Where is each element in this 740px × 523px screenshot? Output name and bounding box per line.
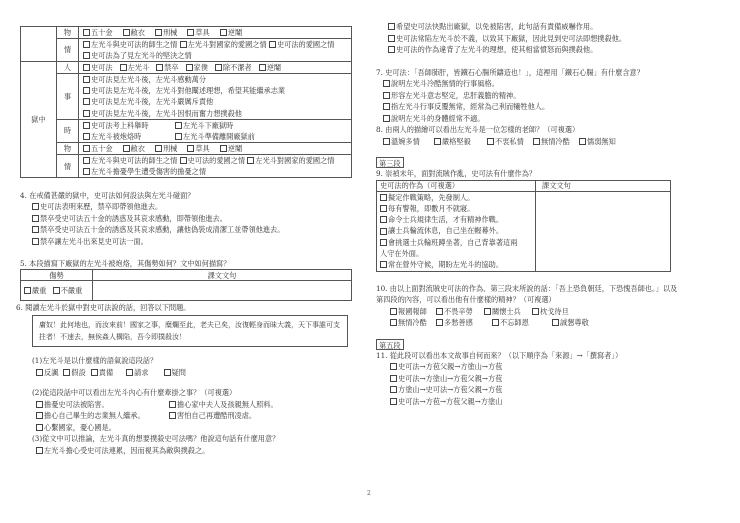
checkbox[interactable] bbox=[215, 64, 222, 71]
checkbox-option[interactable]: 嚴重 bbox=[24, 287, 46, 294]
checkbox[interactable] bbox=[83, 87, 90, 94]
question-6-title: 6. 閱讀左光斗於獄中對史可法說的話，回答以下問題。 bbox=[16, 302, 191, 312]
checkbox-option[interactable]: 擔憂史可法被陷害。 bbox=[36, 401, 169, 408]
checkbox[interactable] bbox=[53, 287, 60, 294]
checkbox-option[interactable]: 史可法表明來歷，禁卒即帶領他進去。 bbox=[20, 201, 352, 213]
checkbox-option[interactable]: 擔心家中夫人及孩親無人照料。 bbox=[169, 401, 278, 408]
checkbox[interactable] bbox=[83, 41, 90, 48]
checkbox[interactable] bbox=[383, 103, 390, 110]
options-cell bbox=[377, 191, 536, 271]
checkbox-option[interactable]: 史可法見左光斗後，左光斗對他闡述理想，希望其能繼承志業 bbox=[83, 85, 285, 96]
question-10-title-line2: 第四段的內容，可以看出他有什麼樣的精神？（可複選） bbox=[376, 295, 556, 305]
checkbox-option[interactable]: 左光斗擔心受史可法連累，因而視其為敵與撲殺之。 bbox=[20, 444, 352, 456]
section-tag-5: 第五段 bbox=[376, 339, 404, 350]
checkbox[interactable] bbox=[388, 35, 395, 42]
checkbox-option[interactable]: 史可法→方苞→方苞父親→方塗山 bbox=[376, 396, 716, 408]
options-cell bbox=[79, 38, 352, 62]
checkbox-option[interactable]: 史可法→方苞父親→方塗山→方苞 bbox=[376, 361, 716, 373]
checkbox[interactable] bbox=[220, 145, 227, 152]
checkbox[interactable] bbox=[83, 98, 90, 105]
checkbox[interactable] bbox=[156, 64, 163, 71]
question-7-title: 7. 史可法：「吾師肺肝，皆鐵石心腸所鑄造也！」，這裡用「鐵石心腸」有什麼含意？ bbox=[376, 67, 644, 77]
checkbox-option[interactable]: 嚴格堅毅 bbox=[434, 138, 481, 145]
injury-table bbox=[20, 269, 352, 301]
checkbox[interactable] bbox=[63, 369, 70, 376]
options-cell bbox=[79, 27, 352, 39]
checkbox-option[interactable]: 逆閹 bbox=[220, 145, 242, 152]
checkbox-option[interactable]: 逆閹 bbox=[259, 64, 281, 71]
checkbox[interactable] bbox=[123, 145, 130, 152]
checkbox-option[interactable]: 敝衣 bbox=[123, 145, 145, 152]
checkbox[interactable] bbox=[32, 238, 39, 245]
checkbox-option[interactable]: 假設 bbox=[63, 369, 85, 376]
options-cell bbox=[79, 62, 352, 74]
checkbox-option[interactable]: 擬定作戰策略，先發制人。 bbox=[380, 192, 474, 203]
checkbox[interactable] bbox=[383, 80, 390, 87]
checkbox-option[interactable]: 無情冷酷 bbox=[533, 138, 573, 145]
question-4-title: 4. 在戒備甚嚴的獄中，史可法如何設法與左光斗碰面？ bbox=[20, 190, 195, 200]
checkbox[interactable] bbox=[390, 375, 397, 382]
checkbox[interactable] bbox=[36, 401, 43, 408]
checkbox[interactable] bbox=[83, 122, 90, 129]
checkbox-option[interactable]: 請求 bbox=[126, 369, 148, 376]
option-wrap-line: 人守在外面。 bbox=[380, 249, 424, 259]
checkbox[interactable] bbox=[91, 369, 98, 376]
checkbox[interactable] bbox=[180, 41, 187, 48]
checkbox[interactable] bbox=[383, 115, 390, 122]
checkbox-option[interactable]: 禁卒讓左光斗出來見史可法一面。 bbox=[20, 235, 352, 247]
checkbox[interactable] bbox=[390, 319, 397, 326]
checkbox[interactable] bbox=[83, 145, 90, 152]
answer-cell[interactable] bbox=[93, 281, 352, 301]
checkbox-option[interactable]: 多愁善感 bbox=[436, 319, 492, 326]
checkbox-option[interactable]: 逆閹 bbox=[220, 29, 242, 36]
checkbox[interactable] bbox=[383, 138, 390, 145]
checkbox[interactable] bbox=[83, 110, 90, 117]
checkbox-option[interactable]: 左光斗對國家的愛國之情 bbox=[180, 39, 267, 50]
checkbox-option[interactable]: 家僕 bbox=[186, 64, 208, 71]
quote-box: 庸奴！此何地也，而汝來前！國家之事，糜爛至此，老夫已矣，汝復輕身而昧大義，天下事誰可支拄者！不速去，無俟姦人構陷，吾今即撲殺汝！ bbox=[32, 315, 348, 347]
row-label: 情 bbox=[57, 38, 79, 62]
checkbox[interactable] bbox=[247, 157, 254, 164]
checkbox[interactable] bbox=[552, 319, 559, 326]
row-label: 人 bbox=[57, 62, 79, 74]
checkbox[interactable] bbox=[434, 138, 441, 145]
checkbox-option[interactable]: 誠懇尊敬 bbox=[552, 319, 589, 326]
checkbox[interactable] bbox=[390, 386, 397, 393]
answer-cell[interactable] bbox=[536, 191, 671, 271]
checkbox[interactable] bbox=[492, 319, 499, 326]
checkbox-option[interactable]: 史可法→方塗山→方苞父親→方苞 bbox=[376, 373, 716, 385]
checkbox[interactable] bbox=[187, 29, 194, 36]
row-label: 時 bbox=[57, 119, 79, 143]
checkbox[interactable] bbox=[155, 145, 162, 152]
question-8-title: 8. 由兩人的描繪可以看出左光斗是一位怎樣的老師？（可複選） bbox=[376, 125, 580, 135]
checkbox[interactable] bbox=[532, 308, 539, 315]
question-9-title: 9. 崇禎末年，面對流賊作亂，史可法有什麼作為？ bbox=[376, 169, 537, 179]
checkbox[interactable] bbox=[380, 261, 387, 268]
checkbox[interactable] bbox=[120, 64, 127, 71]
row-label: 情 bbox=[57, 154, 79, 178]
checkbox-option[interactable]: 左光斗被炮烙時 bbox=[83, 133, 175, 140]
left-column bbox=[16, 0, 352, 456]
checkbox-option[interactable]: 報國報師 bbox=[390, 308, 436, 315]
checkbox-option[interactable]: 命令士兵規律生活，才有精神作戰。 bbox=[380, 214, 503, 225]
question-6-1-title: (1)左光斗是以什麼樣的語氣說這段話？ bbox=[32, 356, 158, 366]
checkbox-option[interactable]: 說明左光斗冷酷無情的行事風格。 bbox=[376, 78, 716, 90]
checkbox-option[interactable]: 心繫國家，憂心國是。 bbox=[20, 421, 352, 433]
checkbox[interactable] bbox=[36, 447, 43, 454]
checkbox-option[interactable]: 除不潔者 bbox=[215, 64, 252, 71]
checkbox-option[interactable]: 禁卒 bbox=[156, 64, 178, 71]
actions-table bbox=[376, 180, 671, 272]
checkbox[interactable] bbox=[436, 319, 443, 326]
checkbox[interactable] bbox=[155, 29, 162, 36]
checkbox[interactable] bbox=[83, 133, 90, 140]
question-11-title: 11. 從此段可以看出本文故事自何而來？（以下順序為「來源」→「撰寫者」） bbox=[376, 350, 623, 360]
checkbox[interactable] bbox=[126, 369, 133, 376]
checkbox[interactable] bbox=[388, 46, 395, 53]
checkbox[interactable] bbox=[383, 92, 390, 99]
checkbox-option[interactable]: 史可法的作為違背了左光斗的理想，使其相當憤怒而與撲殺他。 bbox=[376, 44, 716, 56]
checkbox[interactable] bbox=[83, 157, 90, 164]
checkbox-option[interactable]: 不忘師恩 bbox=[492, 319, 552, 326]
checkbox[interactable] bbox=[169, 412, 176, 419]
checkbox[interactable] bbox=[24, 287, 31, 294]
column-header: 課文文句 bbox=[93, 270, 352, 281]
right-column bbox=[376, 0, 716, 407]
checkbox-option[interactable]: 史可法的愛國之情 bbox=[269, 39, 335, 50]
checkbox-option[interactable]: 關懷士兵 bbox=[484, 308, 532, 315]
checkbox-option[interactable]: 無情冷酷 bbox=[390, 319, 436, 326]
checkbox-option[interactable]: 史可法為了見左光斗的堅決之情 bbox=[83, 50, 192, 61]
options-cell bbox=[79, 73, 352, 119]
checkbox[interactable] bbox=[390, 363, 397, 370]
checkbox-option[interactable]: 責備 bbox=[91, 369, 113, 376]
checkbox[interactable] bbox=[175, 133, 182, 140]
checkbox[interactable] bbox=[388, 23, 395, 30]
checkbox[interactable] bbox=[380, 216, 387, 223]
checkbox-option[interactable]: 指左光斗行事反覆無常，經常為己利而犧牲他人。 bbox=[376, 101, 716, 113]
checkbox[interactable] bbox=[186, 64, 193, 71]
checkbox[interactable] bbox=[83, 64, 90, 71]
checkbox[interactable] bbox=[484, 308, 491, 315]
checkbox[interactable] bbox=[380, 228, 387, 235]
column-header: 課文文句 bbox=[536, 180, 671, 191]
checkbox[interactable] bbox=[32, 226, 39, 233]
checkbox-option[interactable]: 每有警報，即數月不就寢。 bbox=[380, 203, 474, 214]
checkbox[interactable] bbox=[579, 138, 586, 145]
options-cell bbox=[21, 281, 93, 301]
checkbox-option[interactable]: 說明左光斗的身體經常不適。 bbox=[376, 113, 716, 125]
options-cell bbox=[79, 119, 352, 143]
checkbox-option[interactable]: 形容左光斗意志堅定，忠肝義膽的精神。 bbox=[376, 90, 716, 102]
section-cell-blank bbox=[21, 27, 57, 62]
checkbox-option[interactable]: 史可法考上科舉時 bbox=[83, 122, 175, 129]
checkbox[interactable] bbox=[36, 412, 43, 419]
checkbox-option[interactable]: 左光斗與史可法的師生之情 bbox=[83, 39, 177, 50]
checkbox-option[interactable]: 不嚴重 bbox=[53, 287, 83, 294]
checkbox-option[interactable]: 史可法見左光斗後，左光斗因恨而奮力想撲殺他 bbox=[83, 107, 242, 118]
checkbox[interactable] bbox=[380, 194, 387, 201]
question-6-3-title: (3)從文中可以推論，左光斗真的想要撲殺史可法嗎？他說這句話有什麼用意？ bbox=[32, 434, 280, 444]
checkbox-option[interactable]: 不衷私情 bbox=[487, 138, 527, 145]
column-header: 傷勢 bbox=[21, 270, 93, 281]
checkbox-option[interactable]: 會挑選士兵輪班蹲坐著，自己背靠著這兩 bbox=[380, 237, 517, 248]
checkbox[interactable] bbox=[36, 369, 43, 376]
checkbox-option[interactable]: 禁卒受史可法五十金的誘惑及其哀求感動，讓他偽裝成清潔工並帶領他進去。 bbox=[20, 224, 352, 236]
question-6-2-title: (2)從這段話中可以看出左光斗內心有什麼牽掛之事？（可複選） bbox=[32, 388, 237, 398]
checkbox[interactable] bbox=[123, 29, 130, 36]
checkbox[interactable] bbox=[436, 308, 443, 315]
row-label: 物 bbox=[57, 143, 79, 155]
checkbox[interactable] bbox=[220, 29, 227, 36]
checkbox-option[interactable]: 史可法的愛國之情 bbox=[180, 155, 246, 166]
row-label: 物 bbox=[57, 27, 79, 39]
checkbox-option[interactable]: 草具 bbox=[187, 29, 209, 36]
checkbox-option[interactable]: 敝衣 bbox=[123, 29, 145, 36]
checkbox-option[interactable]: 懦弱無知 bbox=[579, 138, 616, 145]
checkbox-option[interactable]: 方塗山→史可法→方苞父親→方苞 bbox=[376, 384, 716, 396]
checkbox-option[interactable]: 常在營外守候，期盼左光斗的協助。 bbox=[380, 259, 503, 270]
checkbox[interactable] bbox=[533, 138, 540, 145]
options-cell bbox=[79, 154, 352, 178]
checkbox-option[interactable]: 左光斗 bbox=[120, 64, 150, 71]
checkbox[interactable] bbox=[180, 157, 187, 164]
checkbox-option[interactable]: 希望史可法快點出廠獄，以免被陷害，此句話有責備威嚇作用。 bbox=[376, 21, 716, 33]
checkbox[interactable] bbox=[175, 122, 182, 129]
checkbox[interactable] bbox=[164, 369, 171, 376]
checkbox-option[interactable]: 左光斗下廠獄時 bbox=[175, 122, 233, 129]
checkbox[interactable] bbox=[259, 64, 266, 71]
checkbox-option[interactable]: 枕戈待旦 bbox=[532, 308, 569, 315]
checkbox-option[interactable]: 疑問 bbox=[164, 369, 186, 376]
checkbox-option[interactable]: 史可法見左光斗後，左光斗嚴厲斥責他 bbox=[83, 96, 213, 107]
checkbox[interactable] bbox=[83, 76, 90, 83]
checkbox-option[interactable]: 擔心自己畢生的志業無人繼承。 bbox=[36, 412, 169, 419]
row-label: 事 bbox=[57, 73, 79, 119]
checkbox-option[interactable]: 害怕自己再遭酷刑凌虐。 bbox=[169, 412, 256, 419]
checkbox[interactable] bbox=[83, 29, 90, 36]
checkbox[interactable] bbox=[32, 203, 39, 210]
checkbox-option[interactable]: 溫婉多情 bbox=[383, 138, 428, 145]
checkbox[interactable] bbox=[36, 424, 43, 431]
checkbox[interactable] bbox=[390, 398, 397, 405]
checkbox[interactable] bbox=[169, 401, 176, 408]
checkbox-option[interactable]: 禁卒受史可法五十金的誘惑及其哀求感動，即帶領他進去。 bbox=[20, 212, 352, 224]
checkbox-option[interactable]: 左光斗擔憂學生遭受傷害的擔憂之情 bbox=[83, 166, 206, 177]
checkbox-option[interactable]: 讓士兵輪流休息，自己坐在幄幕外。 bbox=[380, 225, 503, 236]
section-label-jail: 獄中 bbox=[21, 62, 57, 178]
checkbox[interactable] bbox=[83, 168, 90, 175]
section-tag-3: 第三段 bbox=[376, 157, 404, 168]
checkbox-option[interactable]: 左光斗與史可法的師生之情 bbox=[83, 155, 177, 166]
checkbox[interactable] bbox=[380, 205, 387, 212]
checkbox[interactable] bbox=[32, 215, 39, 222]
question-5-title: 5. 本段描寫下廠獄的左光斗被炮烙，其傷勢如何？文中如何描寫？ bbox=[20, 259, 231, 269]
story-elements-table bbox=[20, 26, 352, 178]
checkbox[interactable] bbox=[487, 138, 494, 145]
checkbox[interactable] bbox=[269, 41, 276, 48]
checkbox-option[interactable]: 左光斗準備離開廠獄前 bbox=[175, 133, 255, 140]
checkbox-option[interactable]: 左光斗對國家的愛國之情 bbox=[247, 155, 334, 166]
question-10-title-line1: 10. 由以上面對流賊史可法的作為、第三段末所說的話：「吾上恐負朝廷，下恐愧吾師也。」以及 bbox=[376, 283, 678, 293]
options-cell bbox=[79, 143, 352, 155]
checkbox-option[interactable]: 史可法見左光斗後，左光斗感動萬分 bbox=[83, 74, 206, 85]
checkbox[interactable] bbox=[187, 145, 194, 152]
checkbox-option[interactable]: 草具 bbox=[187, 145, 209, 152]
checkbox[interactable] bbox=[83, 52, 90, 59]
checkbox-option[interactable]: 反諷 bbox=[36, 369, 58, 376]
checkbox-option[interactable]: 刑械 bbox=[155, 29, 177, 36]
checkbox[interactable] bbox=[380, 239, 387, 246]
checkbox-option[interactable]: 史可法 bbox=[83, 64, 113, 71]
checkbox-option[interactable]: 五十金 bbox=[83, 145, 113, 152]
checkbox[interactable] bbox=[390, 308, 397, 315]
checkbox-option[interactable]: 五十金 bbox=[83, 29, 113, 36]
column-header: 史可法的作為（可複選） bbox=[377, 180, 536, 191]
page-number: 2 bbox=[367, 490, 371, 497]
checkbox-option[interactable]: 刑械 bbox=[155, 145, 177, 152]
checkbox-option[interactable]: 史可法常陷左光斗於不義，以致其下廠獄，因此見到史可法即想撲殺他。 bbox=[376, 33, 716, 45]
checkbox-option[interactable]: 不畏辛勞 bbox=[436, 308, 484, 315]
